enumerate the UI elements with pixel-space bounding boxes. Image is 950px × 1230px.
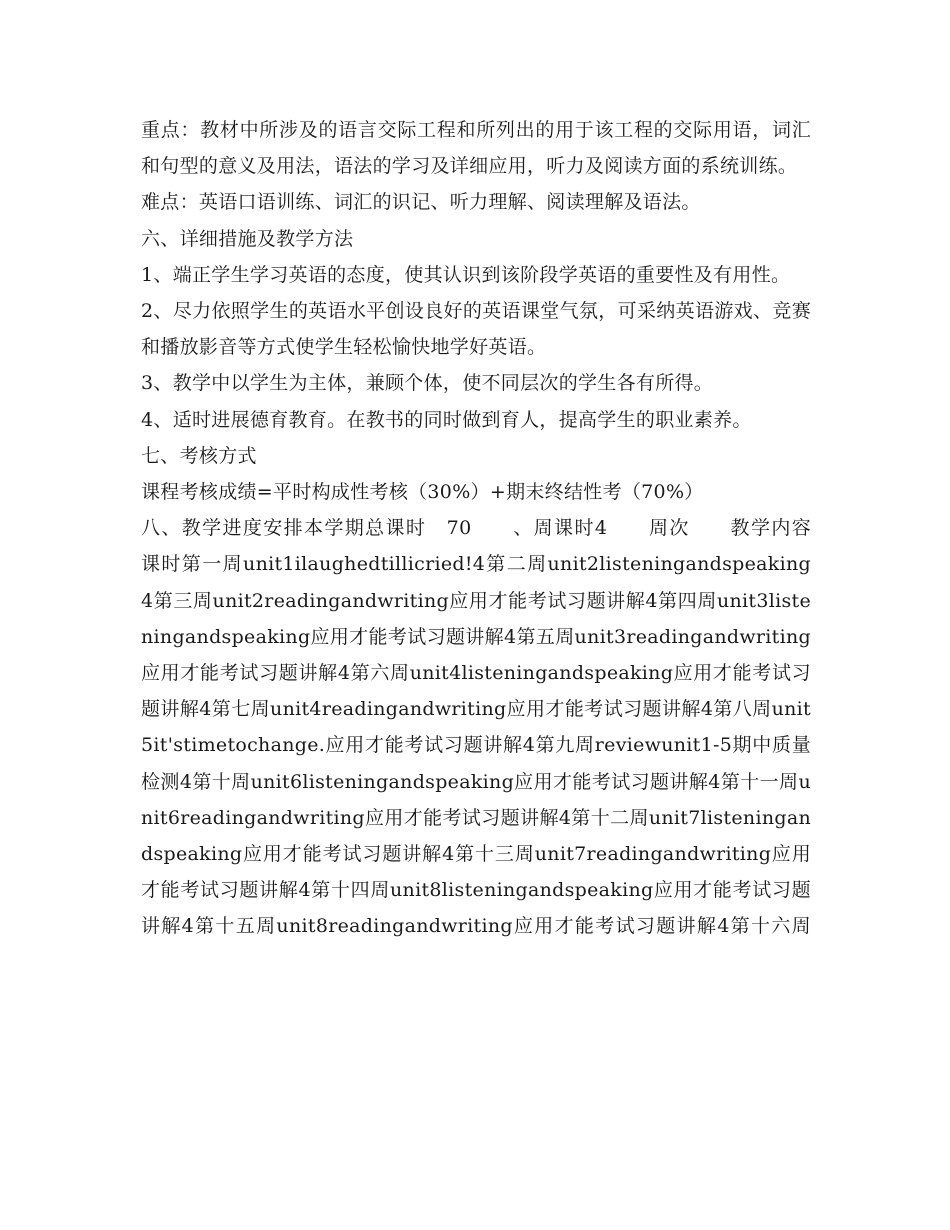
measure-item-3: 3、教学中以学生为主体，兼顾个体，使不同层次的学生各有所得。 [141,372,714,395]
key-points-paragraph: 重点：教材中所涉及的语言交际工程和所列出的用于该工程的交际用语，词汇和句型的意义及用法，语法的学习及详细应用，听力及阅读方面的系统训练。 [141,119,811,178]
difficulties-paragraph: 难点：英语口语训练、词汇的识记、听力理解、阅读理解及语法。 [141,191,701,214]
measure-item-4: 4、适时进展德育教育。在教书的同时做到育人，提高学生的职业素养。 [141,408,752,431]
measure-item-1: 1、端正学生学习英语的态度，使其认识到该阶段学英语的重要性及有用性。 [141,263,791,286]
section-7-heading: 七、考核方式 [141,444,257,467]
document-body [141,112,869,945]
assessment-formula: 课程考核成绩=平时构成性考核（30%）+期末终结性考（70%） [141,481,704,504]
teaching-schedule-paragraph: 八、教学进度安排本学期总课时 70 、周课时4 周次 教学内容 课时第一周unit1ilaughedtillicried!4第二周unit2listeningandspeaking4第三周unit2readingandwriting应用才能考试习题讲解4第四周unit3listeningandspeaking应用才能考试习题讲解4第五周unit3readingandwriting应用才能考试习题讲解4第六周unit4listeningandspeaking应用才能考试习题讲解4第七周unit4readingandwriting应用才能考试习题讲解4第八周unit5it'stimetochange.应用才能考试习题讲解4第九周reviewunit1-5期中质量检测4第十周unit6listeningandspeaking应用才能考试习题讲解4第十一周unit6readingandwriting应用才能考试习题讲解4第十二周unit7listeningandspeaking应用才能考试习题讲解4第十三周unit7readingandwriting应用才能考试习题讲解4第十四周unit8listeningandspeaking应用才能考试习题讲解4第十五周unit8readingandwriting应用才能考试习题讲解4第十六周 [141,517,869,938]
measure-item-2: 2、尽力依照学生的英语水平创设良好的英语课堂气氛，可采纳英语游戏、竞赛和播放影音等方式使学生轻松愉快地学好英语。 [141,300,811,359]
section-6-heading: 六、详细措施及教学方法 [141,227,354,250]
